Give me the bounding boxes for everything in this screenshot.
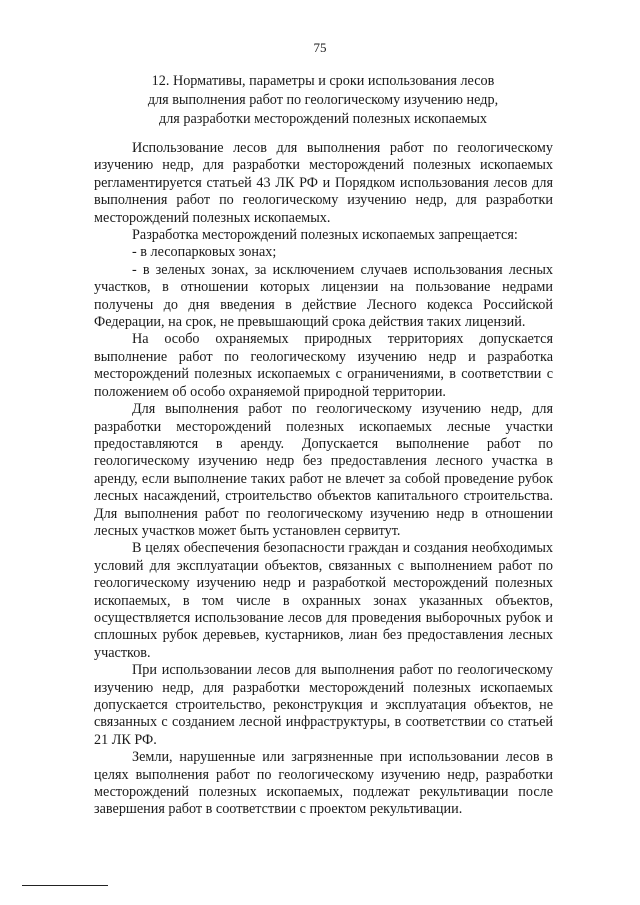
section-title [95, 72, 551, 129]
list-item: - в зеленых зонах, за исключением случаев использования лесных участков, в отношении которых лицензии на пользование недрами получены до дня введения в действие Лесного кодекса Российской Федерации, на срок, не превышающий срока действия таких лицензий. [94, 261, 553, 331]
section-title-line: для разработки месторождений полезных ископаемых [159, 111, 487, 127]
paragraph: На особо охраняемых природных территориях допускается выполнение работ по геологическому изучению недр и разработка месторождений полезных ископаемых с ограничениями, в соответствии с положением об особо охраняемой природной территории. [94, 331, 553, 400]
paragraph: Использование лесов для выполнения работ по геологическому изучению недр, для разработки месторождений полезных ископаемых регламентируется статьей 43 ЛК РФ и Порядком использования лесов для выполнения работ по геологическому изучению недр, для разработки месторождений полезных ископаемых. [94, 140, 553, 226]
paragraph: Разработка месторождений полезных ископаемых запрещается: [132, 227, 518, 244]
list-item: - в лесопарковых зонах; [132, 244, 277, 261]
paragraph: Для выполнения работ по геологическому изучению недр, для разработки месторождений полезных ископаемых лесные участки предоставляются в аренду. Допускается выполнение работ по геологическому изучению недр без предоставления лесного участка в аренду, если выполнение таких работ не влечет за собой проведение рубок лесных насаждений, строительство объектов капитального строительства. Для выполнения работ по геологическому изучению недр в отношении лесных участков может быть установлен сервитут. [94, 401, 553, 539]
paragraph: Земли, нарушенные или загрязненные при использовании лесов в целях выполнения работ по геологическому изучению недр, разработки месторождений полезных ископаемых, подлежат рекультивации после завершения работ в соответствии с проектом рекультивации. [94, 749, 553, 818]
page-number: 75 [313, 40, 327, 55]
section-title-line: для выполнения работ по геологическому изучению недр, [147, 92, 499, 108]
paragraph: При использовании лесов для выполнения работ по геологическому изучению недр, для разработки месторождений полезных ископаемых допускается строительство, реконструкция и эксплуатация объектов, не связанных с созданием лесной инфраструктуры, в соответствии со статьей 21 ЛК РФ. [94, 662, 553, 748]
section-title-line: 12. Нормативы, параметры и сроки использования лесов [151, 73, 495, 89]
footnote-divider [22, 885, 108, 886]
body-text [94, 140, 553, 819]
paragraph: В целях обеспечения безопасности граждан и создания необходимых условий для эксплуатации объектов, связанных с выполнением работ по геологическому изучению недр и разработкой месторождений полезных ископаемых, в том числе в охранных зонах указанных объектов, осуществляется использование лесов для проведения выборочных рубок и сплошных рубок деревьев, кустарников, лиан без предоставления лесных участков. [94, 540, 553, 661]
